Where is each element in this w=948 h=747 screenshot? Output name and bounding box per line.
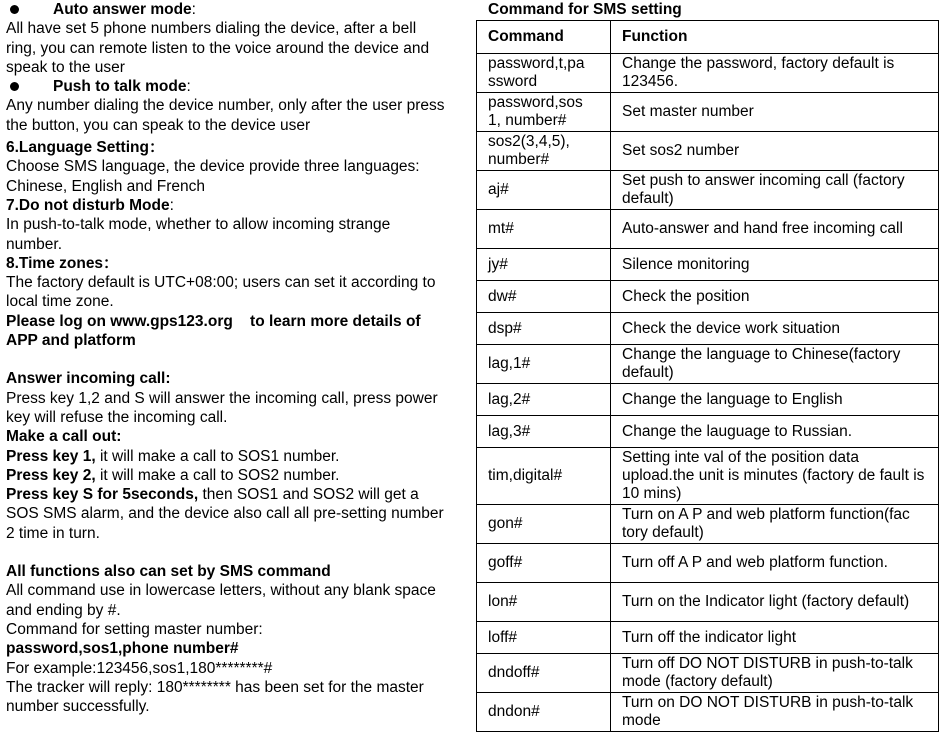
master-command: password,sos1,phone number# bbox=[6, 640, 239, 658]
function-cell: Change the lauguage to Russian. bbox=[611, 416, 939, 448]
language-heading: 6.Language Setting： bbox=[6, 139, 165, 157]
left-column bbox=[6, 0, 461, 716]
bullet-icon bbox=[10, 5, 19, 14]
function-cell: Turn off A P and web platform function. bbox=[611, 544, 939, 583]
sms-heading: All functions also can set by SMS command bbox=[6, 563, 331, 581]
call-out-heading: Make a call out: bbox=[6, 428, 122, 446]
table-row bbox=[477, 505, 939, 544]
function-cell: Change the password, factory default is 123456. bbox=[611, 54, 939, 93]
function-cell: Turn on A P and web platform function(fac tory default) bbox=[611, 505, 939, 544]
function-cell: Turn on the Indicator light (factory default) bbox=[611, 583, 939, 622]
table-row bbox=[477, 583, 939, 622]
table-row bbox=[477, 416, 939, 448]
command-cell: dw# bbox=[477, 281, 611, 313]
command-cell: password,t,pa ssword bbox=[477, 54, 611, 93]
table-row bbox=[477, 171, 939, 210]
table-row bbox=[477, 210, 939, 249]
command-cell: jy# bbox=[477, 249, 611, 281]
table-row bbox=[477, 313, 939, 345]
command-cell: lag,3# bbox=[477, 416, 611, 448]
table-row bbox=[477, 448, 939, 505]
function-cell: Silence monitoring bbox=[611, 249, 939, 281]
auto-answer-desc: All have set 5 phone numbers dialing the device, after a bell ring, you can remote listen to the voice around the device and speak to the user bbox=[6, 20, 434, 76]
table-row bbox=[477, 384, 939, 416]
command-cell: lag,2# bbox=[477, 384, 611, 416]
sms-command-section bbox=[476, 0, 938, 732]
answer-desc: Press key 1,2 and S will answer the incoming call, press power key will refuse the incoming call. bbox=[6, 389, 442, 426]
sms-command-table bbox=[476, 20, 939, 732]
log-on-note: Please log on www.gps123.org to learn more details of APP and platform bbox=[6, 312, 425, 350]
command-cell: mt# bbox=[477, 210, 611, 249]
table-row bbox=[477, 249, 939, 281]
table-row bbox=[477, 544, 939, 583]
command-cell: loff# bbox=[477, 622, 611, 654]
answer-heading: Answer incoming call: bbox=[6, 370, 171, 388]
table-row bbox=[477, 93, 939, 132]
command-cell: aj# bbox=[477, 171, 611, 210]
push-to-talk-desc: Any number dialing the device number, only after the user press the button, you can speak to the device user bbox=[6, 97, 449, 134]
key2-line: Press key 2, it will make a call to SOS2 number. bbox=[6, 466, 340, 484]
table-title: Command for SMS setting bbox=[488, 1, 682, 18]
function-cell: Check the device work situation bbox=[611, 313, 939, 345]
function-cell: Turn off the indicator light bbox=[611, 622, 939, 654]
command-cell: sos2(3,4,5), number# bbox=[477, 132, 611, 171]
function-cell: Set master number bbox=[611, 93, 939, 132]
function-cell: Turn off DO NOT DISTURB in push-to-talk mode (factory default) bbox=[611, 654, 939, 693]
function-cell: Change the language to Chinese(factory default) bbox=[611, 345, 939, 384]
command-cell: dsp# bbox=[477, 313, 611, 345]
function-cell: Change the language to English bbox=[611, 384, 939, 416]
command-cell: dndoff# bbox=[477, 654, 611, 693]
table-row bbox=[477, 622, 939, 654]
command-cell: lag,1# bbox=[477, 345, 611, 384]
master-intro: Command for setting master number: bbox=[6, 620, 263, 638]
table-row bbox=[477, 654, 939, 693]
command-cell: lon# bbox=[477, 583, 611, 622]
time-zones-heading: 8.Time zones： bbox=[6, 254, 119, 272]
function-cell: Set push to answer incoming call (factory default) bbox=[611, 171, 939, 210]
table-row bbox=[477, 345, 939, 384]
header-command: Command bbox=[477, 21, 611, 54]
key1-line: Press key 1, it will make a call to SOS1 number. bbox=[6, 447, 340, 465]
dnd-heading: 7.Do not disturb Mode: bbox=[6, 196, 174, 214]
table-row bbox=[477, 54, 939, 93]
command-cell: tim,digital# bbox=[477, 448, 611, 505]
bullet-icon bbox=[10, 82, 19, 91]
language-desc: Choose SMS language, the device provide three languages: Chinese, English and French bbox=[6, 158, 424, 195]
function-cell: Auto-answer and hand free incoming call bbox=[611, 210, 939, 249]
function-cell: Check the position bbox=[611, 281, 939, 313]
function-cell: Setting inte val of the position data upload.the unit is minutes (factory de fault is 10 mins) bbox=[611, 448, 939, 505]
table-row bbox=[477, 132, 939, 171]
table-row bbox=[477, 693, 939, 732]
dnd-desc: In push-to-talk mode, whether to allow incoming strange number. bbox=[6, 216, 395, 253]
example-line: For example:123456,sos1,180********# bbox=[6, 659, 273, 677]
function-cell: Set sos2 number bbox=[611, 132, 939, 171]
function-cell: Turn on DO NOT DISTURB in push-to-talk mode bbox=[611, 693, 939, 732]
sms-desc: All command use in lowercase letters, without any blank space and ending by #. bbox=[6, 582, 441, 619]
time-zones-desc: The factory default is UTC+08:00; users can set it according to local time zone. bbox=[6, 274, 440, 311]
reply-line: The tracker will reply: 180******** has been set for the master number successfully. bbox=[6, 678, 429, 716]
key-s-line: Press key S for 5seconds, then SOS1 and SOS2 will get a SOS SMS alarm, and the device also call all pre-setting number 2 time in turn. bbox=[6, 486, 461, 542]
auto-answer-heading: Auto answer mode: bbox=[6, 0, 446, 19]
header-function: Function bbox=[611, 21, 939, 54]
push-to-talk-heading: Push to talk mode: bbox=[6, 77, 446, 96]
command-cell: goff# bbox=[477, 544, 611, 583]
table-row bbox=[477, 281, 939, 313]
command-cell: dndon# bbox=[477, 693, 611, 732]
command-cell: gon# bbox=[477, 505, 611, 544]
command-cell: password,sos 1, number# bbox=[477, 93, 611, 132]
table-header-row bbox=[477, 21, 939, 54]
